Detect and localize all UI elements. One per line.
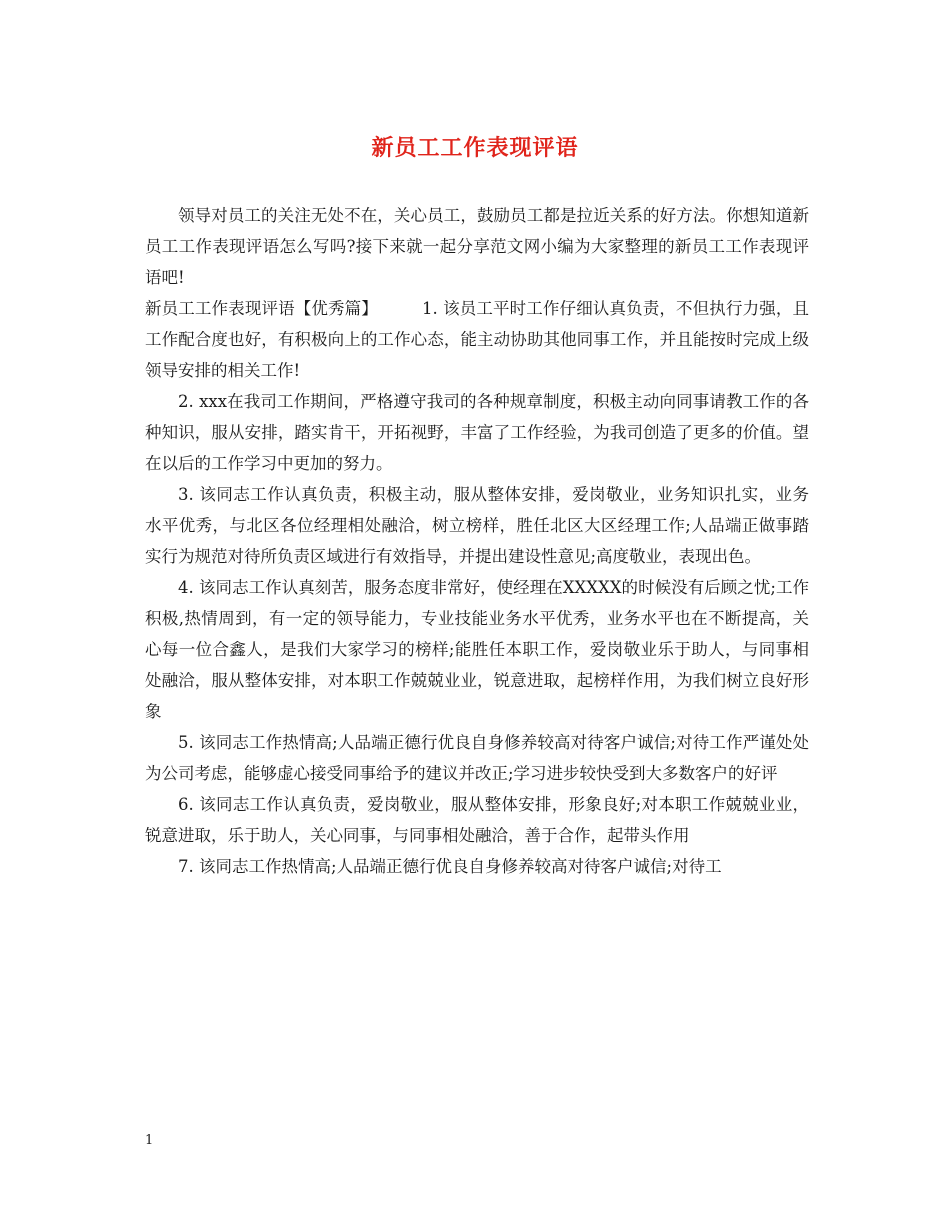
item-7: 7. 该同志工作热情高;人品端正德行优良自身修养较高对待客户诚信;对待工 (178, 857, 722, 876)
document-body (145, 200, 809, 882)
item-1: 1. 该员工平时工作仔细认真负责，不但执行力强，且工作配合度也好，有积极向上的工作心态，能主动协助其他同事工作，并且能按时完成上级领导安排的相关工作! (145, 299, 809, 380)
item-2: 2. xxx在我司工作期间，严格遵守我司的各种规章制度，积极主动向同事请教工作的各种知识，服从安排，踏实肯干，开拓视野，丰富了工作经验，为我司创造了更多的价值。望在以后的工作学习中更加的努力。 (145, 392, 809, 473)
item-6: 6. 该同志工作认真负责，爱岗敬业，服从整体安排，形象良好;对本职工作兢兢业业，锐意进取，乐于助人，关心同事，与同事相处融洽，善于合作，起带头作用 (145, 795, 809, 845)
intro-paragraph: 领导对员工的关注无处不在，关心员工，鼓励员工都是拉近关系的好方法。你想知道新员工工作表现评语怎么写吗?接下来就一起分享范文网小编为大家整理的新员工工作表现评语吧! (145, 206, 809, 287)
page-number: 1 (145, 1133, 154, 1148)
item-3: 3. 该同志工作认真负责，积极主动，服从整体安排，爱岗敬业，业务知识扎实，业务水平优秀，与北区各位经理相处融洽，树立榜样，胜任北区大区经理工作;人品端正做事踏实行为规范对待所负责区域进行有效指导，并提出建设性意见;高度敬业，表现出色。 (145, 485, 809, 566)
section-heading: 新员工工作表现评语【优秀篇】 (145, 299, 378, 318)
document-title: 新员工工作表现评语 (371, 136, 579, 161)
item-5: 5. 该同志工作热情高;人品端正德行优良自身修养较高对待客户诚信;对待工作严谨处处为公司考虑，能够虚心接受同事给予的建议并改正;学习进步较快受到大多数客户的好评 (145, 733, 809, 783)
section-paragraph (145, 293, 809, 386)
item-4: 4. 该同志工作认真刻苦，服务态度非常好，使经理在XXXXX的时候没有后顾之忧;工作积极,热情周到，有一定的领导能力，专业技能业务水平优秀，业务水平也在不断提高，关心每一位合鑫人，是我们大家学习的榜样;能胜任本职工作，爱岗敬业乐于助人，与同事相处融洽，服从整体安排，对本职工作兢兢业业，锐意进取，起榜样作用，为我们树立良好形象 (145, 578, 809, 721)
